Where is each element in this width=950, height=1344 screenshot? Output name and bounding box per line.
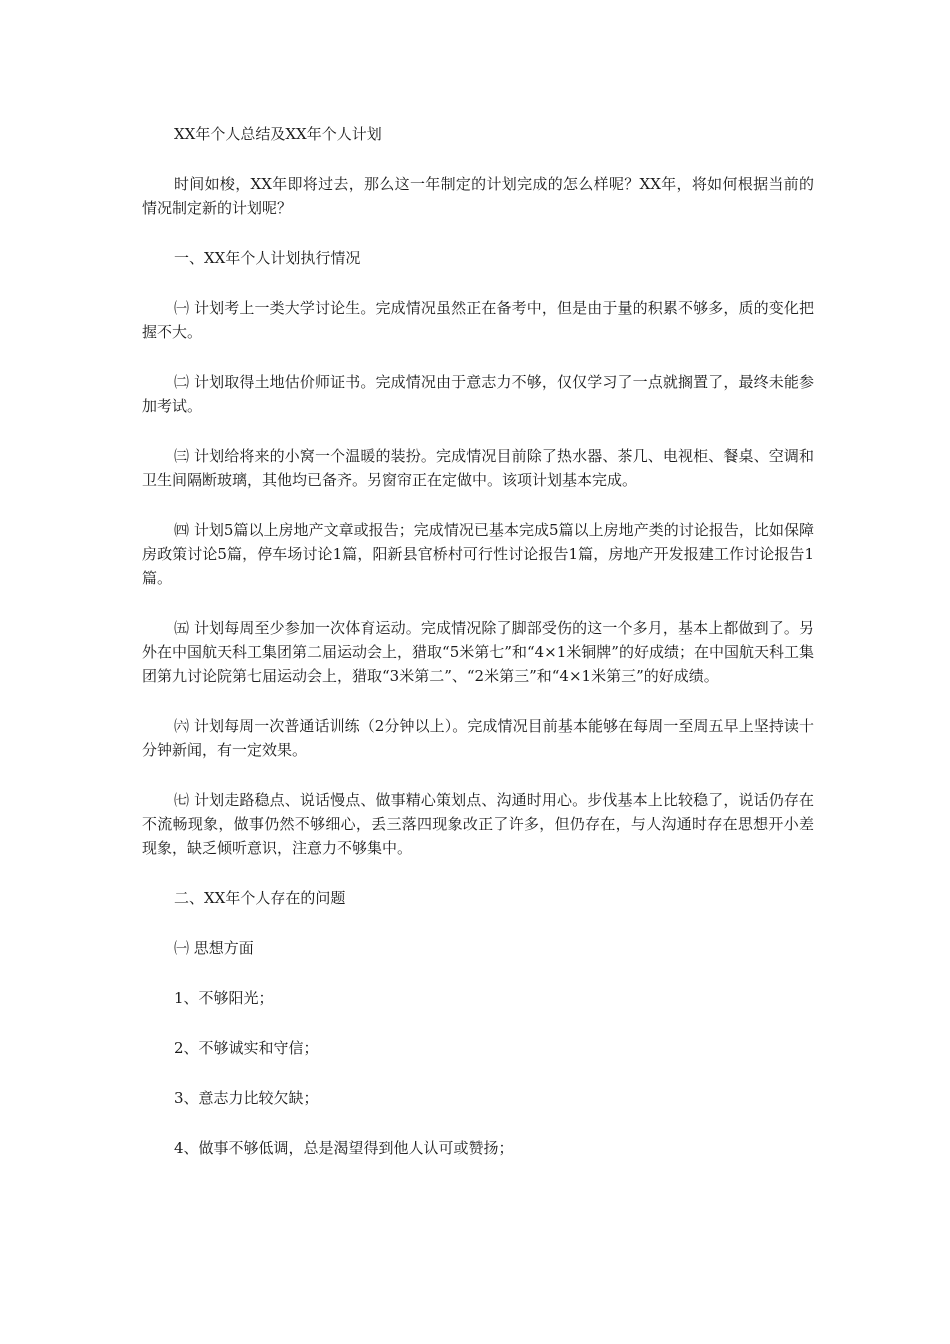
plan-item-7: ㈦ 计划走路稳点、说话慢点、做事精心策划点、沟通时用心。步伐基本上比较稳了，说话仍存在不流畅现象，做事仍然不够细心，丢三落四现象改正了许多，但仍存在，与人沟通时存在思想开小差现象，缺乏倾听意识，注意力不够集中。 [142,791,814,857]
plan-item-5: ㈤ 计划每周至少参加一次体育运动。完成情况除了脚部受伤的这一个多月，基本上都做到了。另外在中国航天科工集团第二届运动会上，猎取“5米第七”和“4×1米铜牌”的好成绩；在中国航天科工集团第九讨论院第七届运动会上，猎取“3米第二”、“2米第三”和“4×1米第三”的好成绩。 [142,619,814,685]
plan-item-4: ㈣ 计划5篇以上房地产文章或报告；完成情况已基本完成5篇以上房地产类的讨论报告，比如保障房政策讨论5篇，停车场讨论1篇，阳新县官桥村可行性讨论报告1篇，房地产开发报建工作讨论报告1篇。 [142,521,814,587]
section-heading-2: 二、XX年个人存在的问题 [174,889,346,907]
section-heading-1: 一、XX年个人计划执行情况 [174,249,361,267]
subsection-heading: ㈠ 思想方面 [174,939,254,957]
plan-item-3: ㈢ 计划给将来的小窝一个温暖的装扮。完成情况目前除了热水器、茶几、电视柜、餐桌、空调和卫生间隔断玻璃，其他均已备齐。另窗帘正在定做中。该项计划基本完成。 [142,447,814,489]
document-body [142,122,814,1186]
problem-item-2: 2、不够诚实和守信； [174,1039,319,1057]
problem-item-3: 3、意志力比较欠缺； [174,1089,319,1107]
problem-item-4: 4、做事不够低调，总是渴望得到他人认可或赞扬； [174,1139,514,1157]
document-title: XX年个人总结及XX年个人计划 [174,125,382,143]
plan-item-2: ㈡ 计划取得土地估价师证书。完成情况由于意志力不够，仅仅学习了一点就搁置了，最终未能参加考试。 [142,373,814,415]
problem-item-1: 1、不够阳光； [174,989,274,1007]
plan-item-6: ㈥ 计划每周一次普通话训练（2分钟以上）。完成情况目前基本能够在每周一至周五早上坚持读十分钟新闻，有一定效果。 [142,717,814,759]
intro-paragraph: 时间如梭，XX年即将过去，那么这一年制定的计划完成的怎么样呢？XX年，将如何根据当前的情况制定新的计划呢？ [142,175,814,217]
plan-item-1: ㈠ 计划考上一类大学讨论生。完成情况虽然正在备考中，但是由于量的积累不够多，质的变化把握不大。 [142,299,814,341]
